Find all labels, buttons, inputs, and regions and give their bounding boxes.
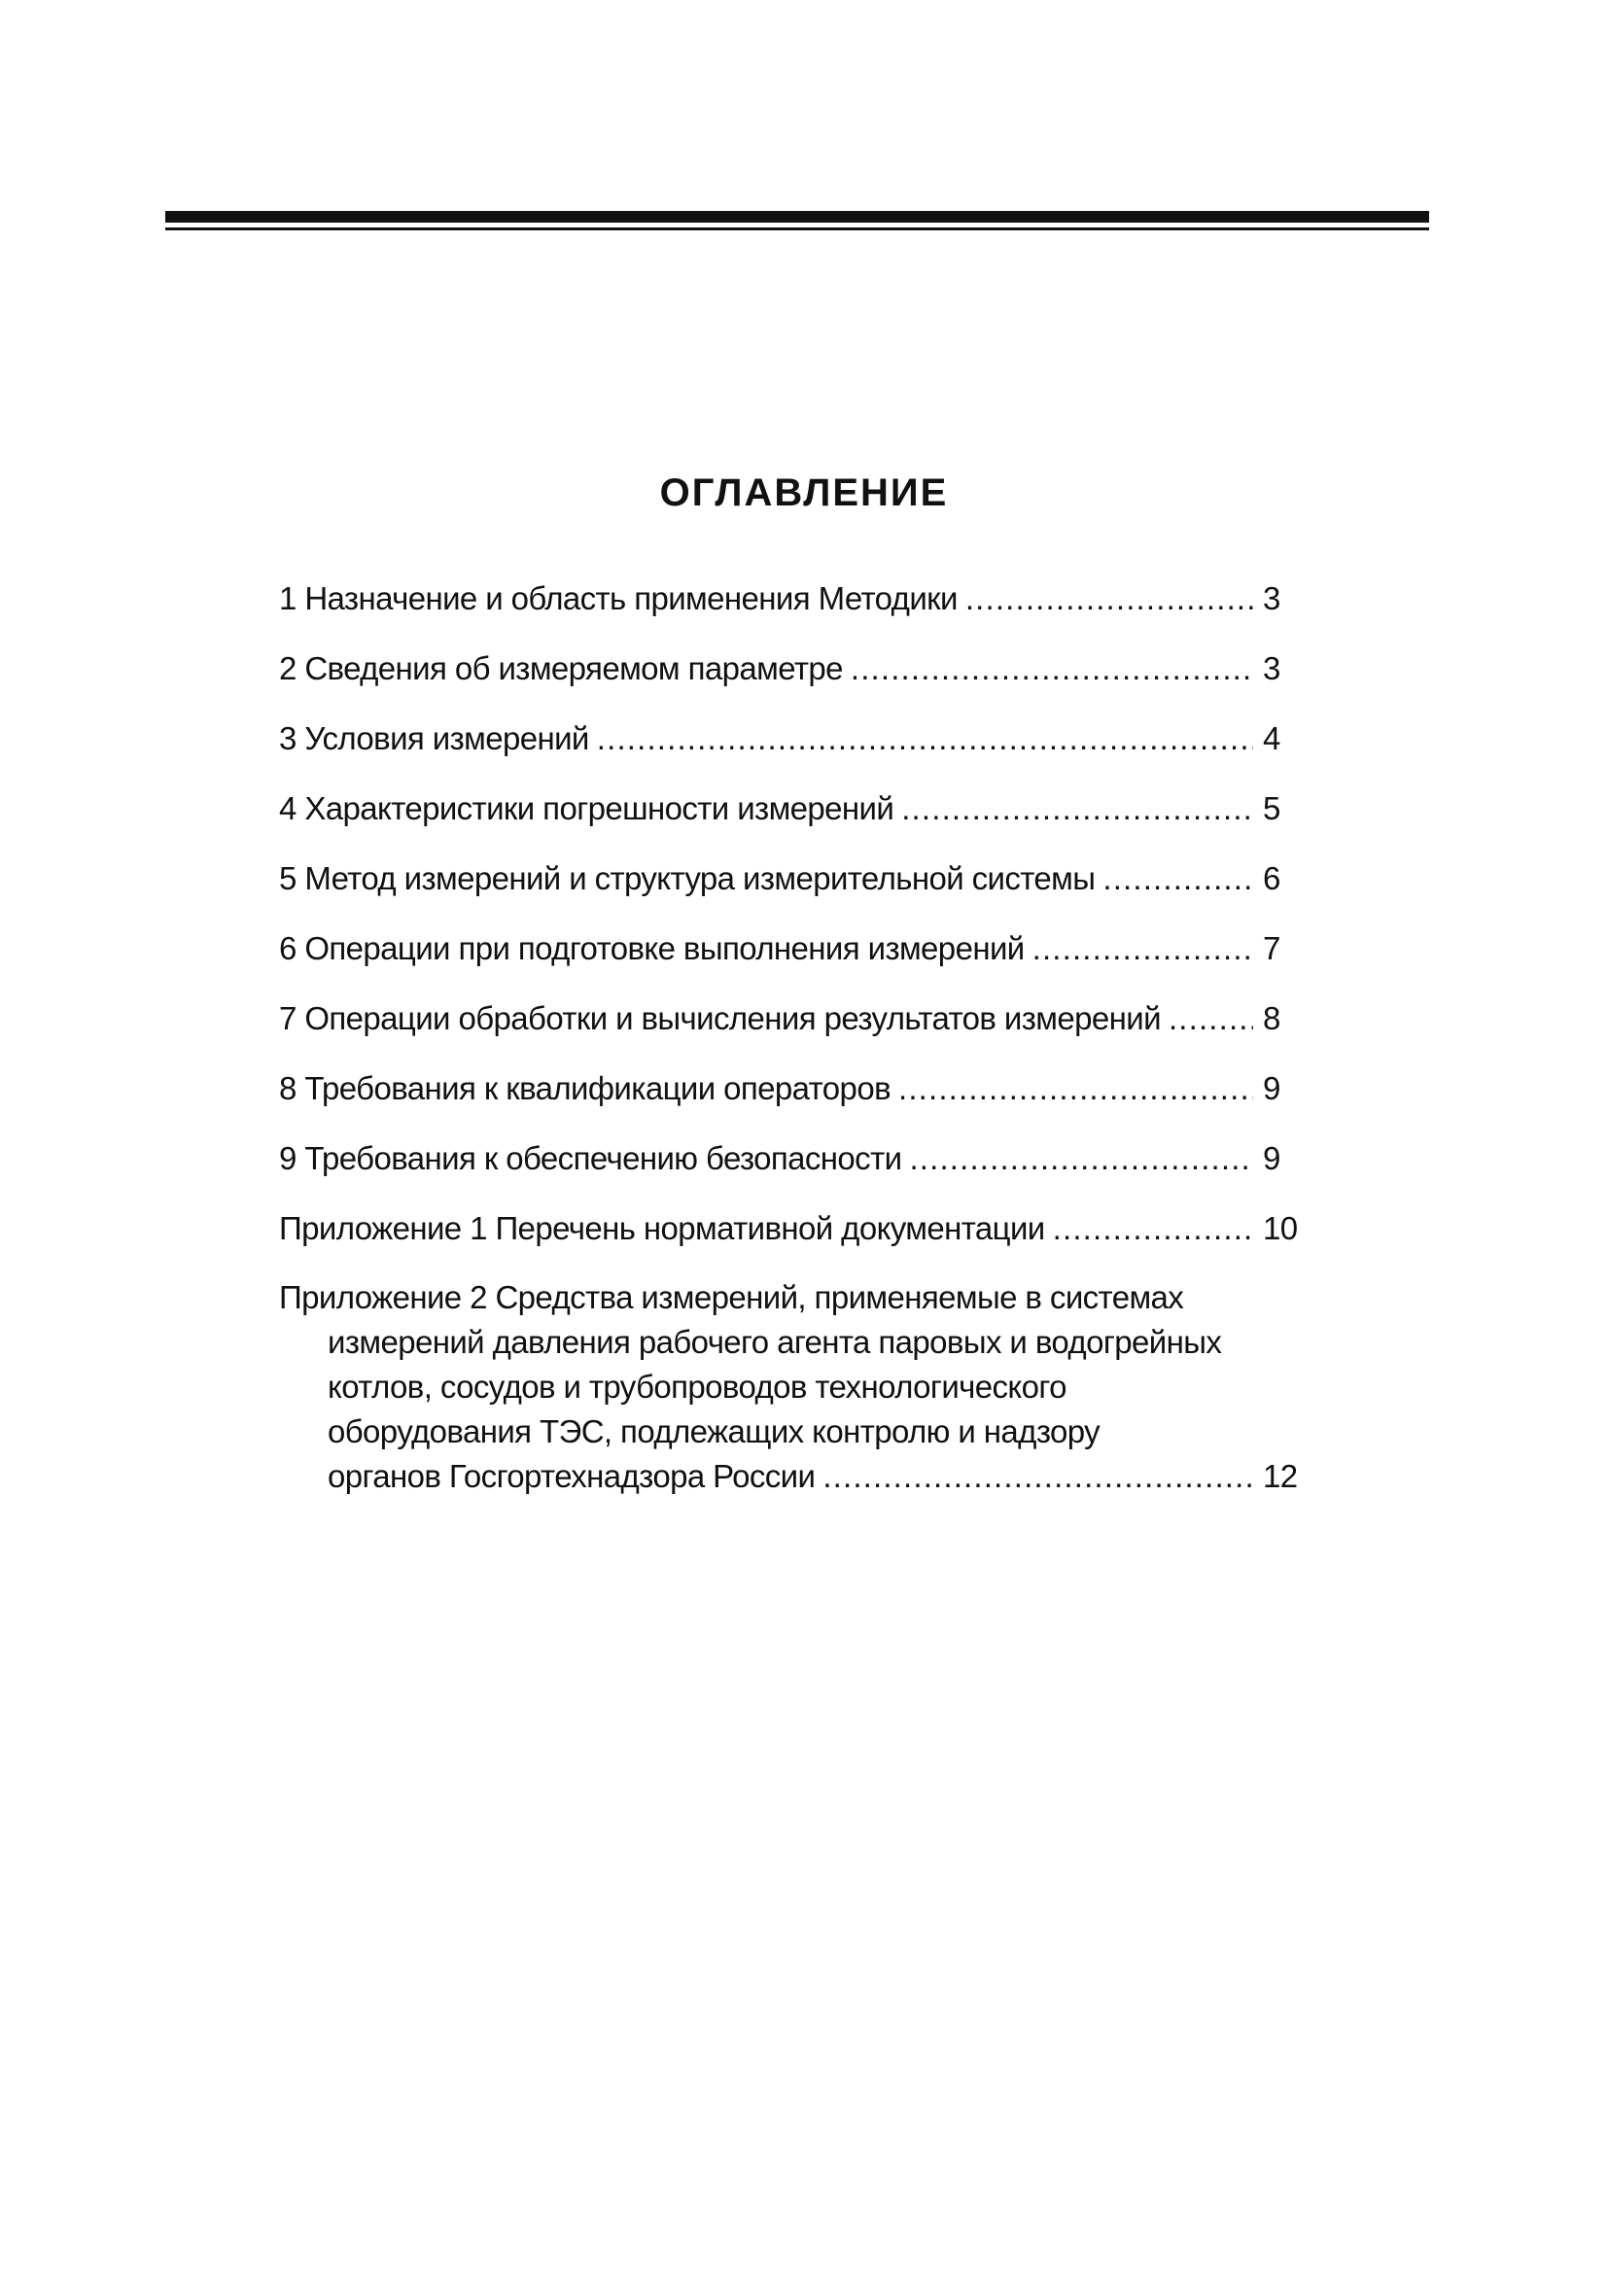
toc-entry-label: 7 Операции обработки и вычисления результатов измерений: [279, 1000, 1161, 1036]
toc-title: ОГЛАВЛЕНИЕ: [659, 471, 949, 514]
toc-page-number: 9: [1263, 1070, 1280, 1106]
toc-entry-label: 2 Сведения об измеряемом параметре: [279, 650, 843, 686]
toc-page-number: 9: [1263, 1140, 1280, 1176]
toc-entry[interactable]: [279, 1205, 1300, 1252]
toc-entry[interactable]: [279, 1065, 1300, 1112]
toc-page-number: 3: [1263, 650, 1280, 686]
toc-entry[interactable]: [279, 1135, 1300, 1182]
toc-page-number: 7: [1263, 930, 1280, 966]
toc-leader-dots: [898, 1065, 1253, 1112]
toc-entry-label: 3 Условия измерений: [279, 720, 589, 756]
toc-leader-dots: [909, 1135, 1253, 1182]
toc-entry[interactable]: [279, 995, 1300, 1042]
toc-entry-appendix-2[interactable]: [279, 1275, 1300, 1499]
toc-entry[interactable]: [279, 645, 1300, 692]
toc-leader-dots: [851, 645, 1253, 692]
toc-page-number: 12: [1263, 1458, 1298, 1494]
toc-page-number: 6: [1263, 860, 1280, 896]
toc-entry[interactable]: [279, 785, 1300, 832]
toc-entry-label: 4 Характеристики погрешности измерений: [279, 790, 894, 826]
toc-entry-label-line: органов Госгортехнадзора России: [328, 1458, 816, 1494]
toc-entry-label-line: оборудования ТЭС, подлежащих контролю и надзору: [328, 1413, 1101, 1449]
toc-leader-dots: [965, 575, 1253, 622]
toc-entry-label-line: Приложение 2 Средства измерений, применяемые в системах: [279, 1279, 1184, 1315]
toc-entry-label: 1 Назначение и область применения Методики: [279, 580, 958, 616]
toc-entry[interactable]: [279, 925, 1300, 972]
toc-entry-label: Приложение 1 Перечень нормативной документации: [279, 1210, 1045, 1246]
toc-leader-dots: [901, 785, 1253, 832]
toc-leader-dots: [822, 1454, 1253, 1499]
toc-entry-label: 6 Операции при подготовке выполнения измерений: [279, 930, 1025, 966]
toc-entry[interactable]: [279, 715, 1300, 762]
header-rule-thin: [165, 227, 1429, 230]
table-of-contents: [279, 575, 1300, 1522]
toc-page-number: 10: [1263, 1210, 1298, 1246]
toc-entry-last-line: [279, 1454, 1300, 1499]
toc-leader-dots: [1169, 995, 1253, 1042]
toc-leader-dots: [1102, 855, 1253, 902]
toc-entry-label: 8 Требования к квалификации операторов: [279, 1070, 891, 1106]
toc-entry-label-line: котлов, сосудов и трубопроводов технологического: [328, 1369, 1066, 1405]
toc-entry-label: 5 Метод измерений и структура измерительной системы: [279, 860, 1096, 896]
toc-entry-label: 9 Требования к обеспечению безопасности: [279, 1140, 902, 1176]
toc-entry[interactable]: [279, 575, 1300, 622]
toc-entry-label-line: измерений давления рабочего агента паровых и водогрейных: [328, 1324, 1222, 1360]
toc-page-number: 8: [1263, 1000, 1280, 1036]
toc-leader-dots: [1032, 925, 1253, 972]
toc-leader-dots: [597, 715, 1253, 762]
toc-entry[interactable]: [279, 855, 1300, 902]
header-rule-thick: [165, 211, 1429, 223]
toc-page-number: 3: [1263, 580, 1280, 616]
toc-page-number: 5: [1263, 790, 1280, 826]
toc-leader-dots: [1053, 1205, 1253, 1252]
toc-page-number: 4: [1263, 720, 1280, 756]
